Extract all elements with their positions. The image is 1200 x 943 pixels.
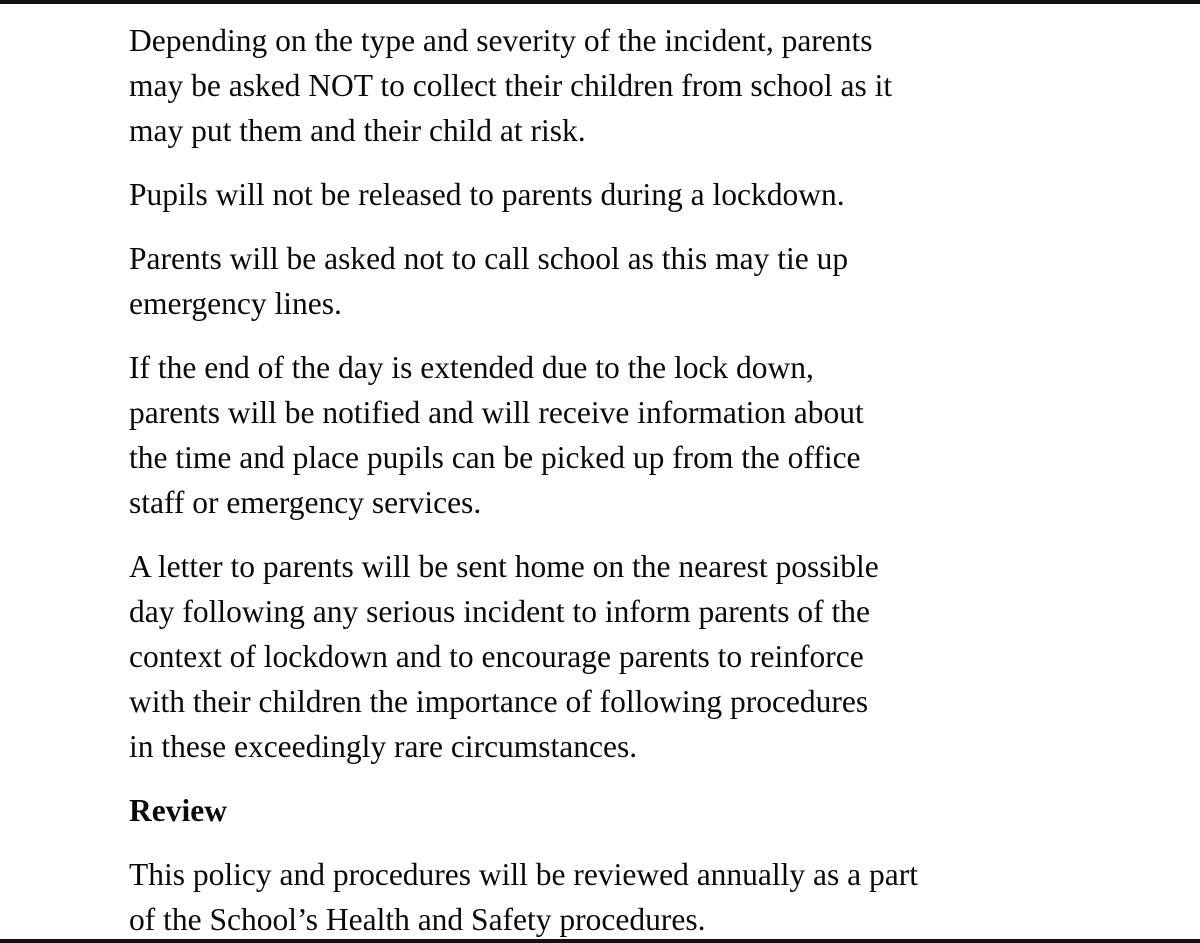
text-line: staff or emergency services. — [129, 485, 482, 520]
text-line: parents will be notified and will receive information about — [129, 395, 864, 430]
section-heading-review: Review — [129, 793, 227, 828]
text-line: Pupils will not be released to parents during a lockdown. — [129, 177, 845, 212]
text-line: with their children the importance of following procedures — [129, 684, 869, 719]
paragraph-letter-to-parents — [129, 544, 1129, 769]
text-line: A letter to parents will be sent home on the nearest possible — [129, 549, 879, 584]
text-line: Parents will be asked not to call school as this may tie up — [129, 241, 849, 276]
text-line: Depending on the type and severity of the incident, parents — [129, 23, 873, 58]
paragraph-pupil-release — [129, 172, 1129, 217]
paragraph-phone-lines — [129, 236, 1129, 326]
text-line: day following any serious incident to inform parents of the — [129, 594, 870, 629]
text-line: may be asked NOT to collect their children from school as it — [129, 68, 893, 103]
paragraph-collection-advice — [129, 18, 1129, 153]
text-line: may put them and their child at risk. — [129, 113, 586, 148]
text-line: of the School’s Health and Safety procedures. — [129, 902, 706, 937]
document-body — [129, 18, 1129, 943]
text-line: emergency lines. — [129, 286, 342, 321]
text-line: in these exceedingly rare circumstances. — [129, 729, 638, 764]
text-line: This policy and procedures will be reviewed annually as a part — [129, 857, 918, 892]
text-line: context of lockdown and to encourage parents to reinforce — [129, 639, 864, 674]
text-line: If the end of the day is extended due to the lock down, — [129, 350, 814, 385]
paragraph-review — [129, 852, 1129, 942]
text-line: the time and place pupils can be picked up from the office — [129, 440, 861, 475]
paragraph-extended-day — [129, 345, 1129, 525]
